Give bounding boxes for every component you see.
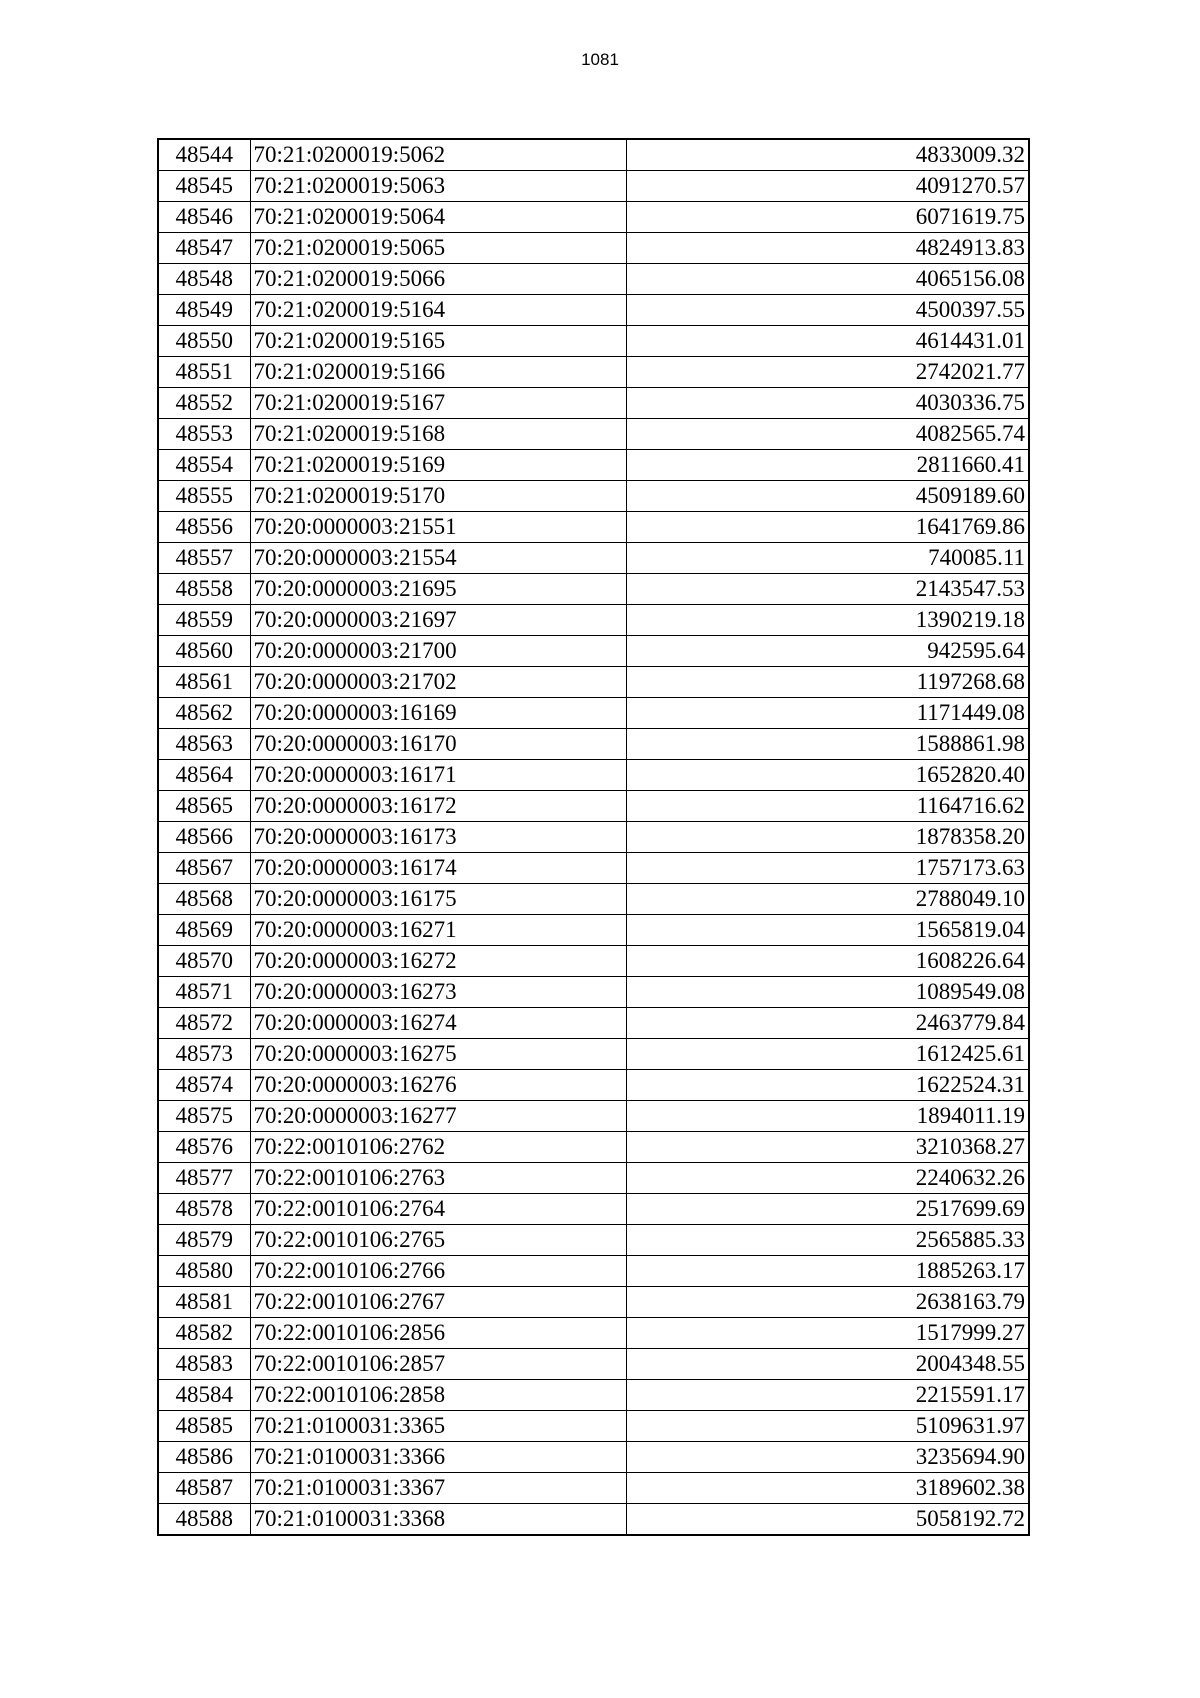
table-row — [158, 1473, 1029, 1504]
cadastral-value: 5109631.97 — [626, 1411, 1029, 1442]
cadastral-number: 70:21:0200019:5169 — [250, 450, 626, 481]
cadastral-number: 70:20:0000003:16170 — [250, 729, 626, 760]
table-row — [158, 1008, 1029, 1039]
cadastral-value: 2811660.41 — [626, 450, 1029, 481]
row-number: 48573 — [158, 1039, 250, 1070]
row-number: 48582 — [158, 1318, 250, 1349]
cadastral-value: 1641769.86 — [626, 512, 1029, 543]
row-number: 48544 — [158, 139, 250, 171]
table-row — [158, 543, 1029, 574]
table-row — [158, 698, 1029, 729]
cadastral-value: 4509189.60 — [626, 481, 1029, 512]
row-number: 48568 — [158, 884, 250, 915]
cadastral-value: 1089549.08 — [626, 977, 1029, 1008]
table-row — [158, 946, 1029, 977]
cadastral-number: 70:20:0000003:16271 — [250, 915, 626, 946]
cadastral-value: 2004348.55 — [626, 1349, 1029, 1380]
row-number: 48583 — [158, 1349, 250, 1380]
table-row — [158, 512, 1029, 543]
table-row — [158, 1132, 1029, 1163]
cadastral-number: 70:21:0200019:5064 — [250, 202, 626, 233]
table-row — [158, 1070, 1029, 1101]
row-number: 48548 — [158, 264, 250, 295]
cadastral-number: 70:22:0010106:2856 — [250, 1318, 626, 1349]
table-row — [158, 295, 1029, 326]
cadastral-number: 70:22:0010106:2765 — [250, 1225, 626, 1256]
table-row — [158, 357, 1029, 388]
cadastral-value: 4833009.32 — [626, 139, 1029, 171]
cadastral-value: 4091270.57 — [626, 171, 1029, 202]
cadastral-number: 70:21:0200019:5066 — [250, 264, 626, 295]
cadastral-number: 70:20:0000003:16275 — [250, 1039, 626, 1070]
cadastral-number: 70:22:0010106:2767 — [250, 1287, 626, 1318]
cadastral-value: 1197268.68 — [626, 667, 1029, 698]
cadastral-number: 70:20:0000003:16175 — [250, 884, 626, 915]
row-number: 48546 — [158, 202, 250, 233]
cadastral-value: 4030336.75 — [626, 388, 1029, 419]
cadastral-value: 2788049.10 — [626, 884, 1029, 915]
cadastral-number: 70:20:0000003:16172 — [250, 791, 626, 822]
row-number: 48561 — [158, 667, 250, 698]
row-number: 48581 — [158, 1287, 250, 1318]
cadastral-number: 70:21:0200019:5062 — [250, 139, 626, 171]
table-row — [158, 264, 1029, 295]
table-row — [158, 1442, 1029, 1473]
cadastral-value: 4824913.83 — [626, 233, 1029, 264]
table-row — [158, 729, 1029, 760]
cadastral-value: 2742021.77 — [626, 357, 1029, 388]
row-number: 48565 — [158, 791, 250, 822]
cadastral-number: 70:21:0200019:5165 — [250, 326, 626, 357]
cadastral-number: 70:22:0010106:2857 — [250, 1349, 626, 1380]
table-row — [158, 326, 1029, 357]
table-row — [158, 605, 1029, 636]
table-row — [158, 1318, 1029, 1349]
table-row — [158, 1380, 1029, 1411]
row-number: 48570 — [158, 946, 250, 977]
row-number: 48587 — [158, 1473, 250, 1504]
cadastral-value: 1894011.19 — [626, 1101, 1029, 1132]
cadastral-number: 70:21:0100031:3367 — [250, 1473, 626, 1504]
cadastral-value: 2143547.53 — [626, 574, 1029, 605]
cadastral-number: 70:22:0010106:2762 — [250, 1132, 626, 1163]
cadastral-number: 70:20:0000003:21700 — [250, 636, 626, 667]
cadastral-number: 70:20:0000003:16277 — [250, 1101, 626, 1132]
row-number: 48580 — [158, 1256, 250, 1287]
row-number: 48574 — [158, 1070, 250, 1101]
cadastral-value: 2517699.69 — [626, 1194, 1029, 1225]
cadastral-value: 2215591.17 — [626, 1380, 1029, 1411]
table-row — [158, 233, 1029, 264]
cadastral-value: 4500397.55 — [626, 295, 1029, 326]
cadastral-number: 70:21:0100031:3365 — [250, 1411, 626, 1442]
row-number: 48585 — [158, 1411, 250, 1442]
row-number: 48560 — [158, 636, 250, 667]
row-number: 48566 — [158, 822, 250, 853]
table-row — [158, 636, 1029, 667]
cadastral-number: 70:21:0200019:5167 — [250, 388, 626, 419]
cadastral-value: 1565819.04 — [626, 915, 1029, 946]
row-number: 48556 — [158, 512, 250, 543]
table-row — [158, 1287, 1029, 1318]
table-row — [158, 1256, 1029, 1287]
row-number: 48586 — [158, 1442, 250, 1473]
cadastral-value: 1390219.18 — [626, 605, 1029, 636]
cadastral-value: 3235694.90 — [626, 1442, 1029, 1473]
cadastral-number: 70:22:0010106:2858 — [250, 1380, 626, 1411]
cadastral-number: 70:20:0000003:16171 — [250, 760, 626, 791]
table-row — [158, 667, 1029, 698]
row-number: 48579 — [158, 1225, 250, 1256]
row-number: 48553 — [158, 419, 250, 450]
table-row — [158, 760, 1029, 791]
table-row — [158, 853, 1029, 884]
cadastral-number: 70:20:0000003:21697 — [250, 605, 626, 636]
cadastral-value: 6071619.75 — [626, 202, 1029, 233]
row-number: 48575 — [158, 1101, 250, 1132]
table-row — [158, 884, 1029, 915]
cadastral-value: 1652820.40 — [626, 760, 1029, 791]
cadastral-number: 70:22:0010106:2766 — [250, 1256, 626, 1287]
row-number: 48569 — [158, 915, 250, 946]
table-row — [158, 1411, 1029, 1442]
row-number: 48577 — [158, 1163, 250, 1194]
row-number: 48576 — [158, 1132, 250, 1163]
cadastral-number: 70:21:0100031:3366 — [250, 1442, 626, 1473]
cadastral-value: 1171449.08 — [626, 698, 1029, 729]
table-row — [158, 419, 1029, 450]
cadastral-value: 942595.64 — [626, 636, 1029, 667]
cadastral-value: 1878358.20 — [626, 822, 1029, 853]
cadastral-number: 70:22:0010106:2764 — [250, 1194, 626, 1225]
cadastral-number: 70:20:0000003:16174 — [250, 853, 626, 884]
table-row — [158, 139, 1029, 171]
cadastral-number: 70:21:0100031:3368 — [250, 1504, 626, 1536]
table-row — [158, 915, 1029, 946]
cadastral-value: 5058192.72 — [626, 1504, 1029, 1536]
cadastral-value: 1608226.64 — [626, 946, 1029, 977]
row-number: 48551 — [158, 357, 250, 388]
row-number: 48549 — [158, 295, 250, 326]
cadastral-number: 70:20:0000003:21702 — [250, 667, 626, 698]
page-number: 1081 — [581, 50, 619, 69]
cadastral-value: 2240632.26 — [626, 1163, 1029, 1194]
row-number: 48567 — [158, 853, 250, 884]
cadastral-value: 4082565.74 — [626, 419, 1029, 450]
cadastral-number: 70:21:0200019:5063 — [250, 171, 626, 202]
table-row — [158, 1225, 1029, 1256]
cadastral-number: 70:21:0200019:5164 — [250, 295, 626, 326]
table-row — [158, 171, 1029, 202]
table-row — [158, 1349, 1029, 1380]
cadastral-number: 70:21:0200019:5166 — [250, 357, 626, 388]
table-row — [158, 791, 1029, 822]
cadastral-number: 70:20:0000003:16169 — [250, 698, 626, 729]
table-row — [158, 1504, 1029, 1536]
row-number: 48588 — [158, 1504, 250, 1536]
row-number: 48547 — [158, 233, 250, 264]
cadastral-value: 740085.11 — [626, 543, 1029, 574]
cadastral-number: 70:20:0000003:16272 — [250, 946, 626, 977]
row-number: 48572 — [158, 1008, 250, 1039]
table-row — [158, 450, 1029, 481]
row-number: 48564 — [158, 760, 250, 791]
cadastral-value: 3189602.38 — [626, 1473, 1029, 1504]
row-number: 48550 — [158, 326, 250, 357]
table-row — [158, 977, 1029, 1008]
row-number: 48555 — [158, 481, 250, 512]
table-body — [158, 139, 1029, 1535]
cadastral-number: 70:20:0000003:16273 — [250, 977, 626, 1008]
table-row — [158, 1039, 1029, 1070]
table-row — [158, 202, 1029, 233]
cadastral-number: 70:20:0000003:16274 — [250, 1008, 626, 1039]
cadastral-number: 70:21:0200019:5168 — [250, 419, 626, 450]
cadastral-value: 3210368.27 — [626, 1132, 1029, 1163]
table-row — [158, 574, 1029, 605]
cadastral-number: 70:21:0200019:5065 — [250, 233, 626, 264]
cadastral-value: 1164716.62 — [626, 791, 1029, 822]
row-number: 48558 — [158, 574, 250, 605]
row-number: 48563 — [158, 729, 250, 760]
cadastral-value: 1622524.31 — [626, 1070, 1029, 1101]
row-number: 48545 — [158, 171, 250, 202]
cadastral-value: 4065156.08 — [626, 264, 1029, 295]
cadastral-value: 1588861.98 — [626, 729, 1029, 760]
table-row — [158, 1163, 1029, 1194]
table-row — [158, 1194, 1029, 1225]
cadastral-number: 70:21:0200019:5170 — [250, 481, 626, 512]
cadastral-value: 4614431.01 — [626, 326, 1029, 357]
row-number: 48571 — [158, 977, 250, 1008]
row-number: 48552 — [158, 388, 250, 419]
row-number: 48562 — [158, 698, 250, 729]
row-number: 48578 — [158, 1194, 250, 1225]
cadastral-value: 2565885.33 — [626, 1225, 1029, 1256]
row-number: 48559 — [158, 605, 250, 636]
cadastral-number: 70:20:0000003:21695 — [250, 574, 626, 605]
cadastral-value: 1757173.63 — [626, 853, 1029, 884]
data-table — [157, 138, 1030, 1536]
table-row — [158, 1101, 1029, 1132]
cadastral-value: 1517999.27 — [626, 1318, 1029, 1349]
cadastral-number: 70:20:0000003:16276 — [250, 1070, 626, 1101]
cadastral-number: 70:20:0000003:21551 — [250, 512, 626, 543]
row-number: 48584 — [158, 1380, 250, 1411]
cadastral-number: 70:22:0010106:2763 — [250, 1163, 626, 1194]
cadastral-number: 70:20:0000003:16173 — [250, 822, 626, 853]
table-row — [158, 822, 1029, 853]
table-row — [158, 481, 1029, 512]
row-number: 48557 — [158, 543, 250, 574]
cadastral-value: 1885263.17 — [626, 1256, 1029, 1287]
cadastral-value: 2463779.84 — [626, 1008, 1029, 1039]
cadastral-number: 70:20:0000003:21554 — [250, 543, 626, 574]
row-number: 48554 — [158, 450, 250, 481]
table-row — [158, 388, 1029, 419]
cadastral-value: 1612425.61 — [626, 1039, 1029, 1070]
cadastral-value: 2638163.79 — [626, 1287, 1029, 1318]
